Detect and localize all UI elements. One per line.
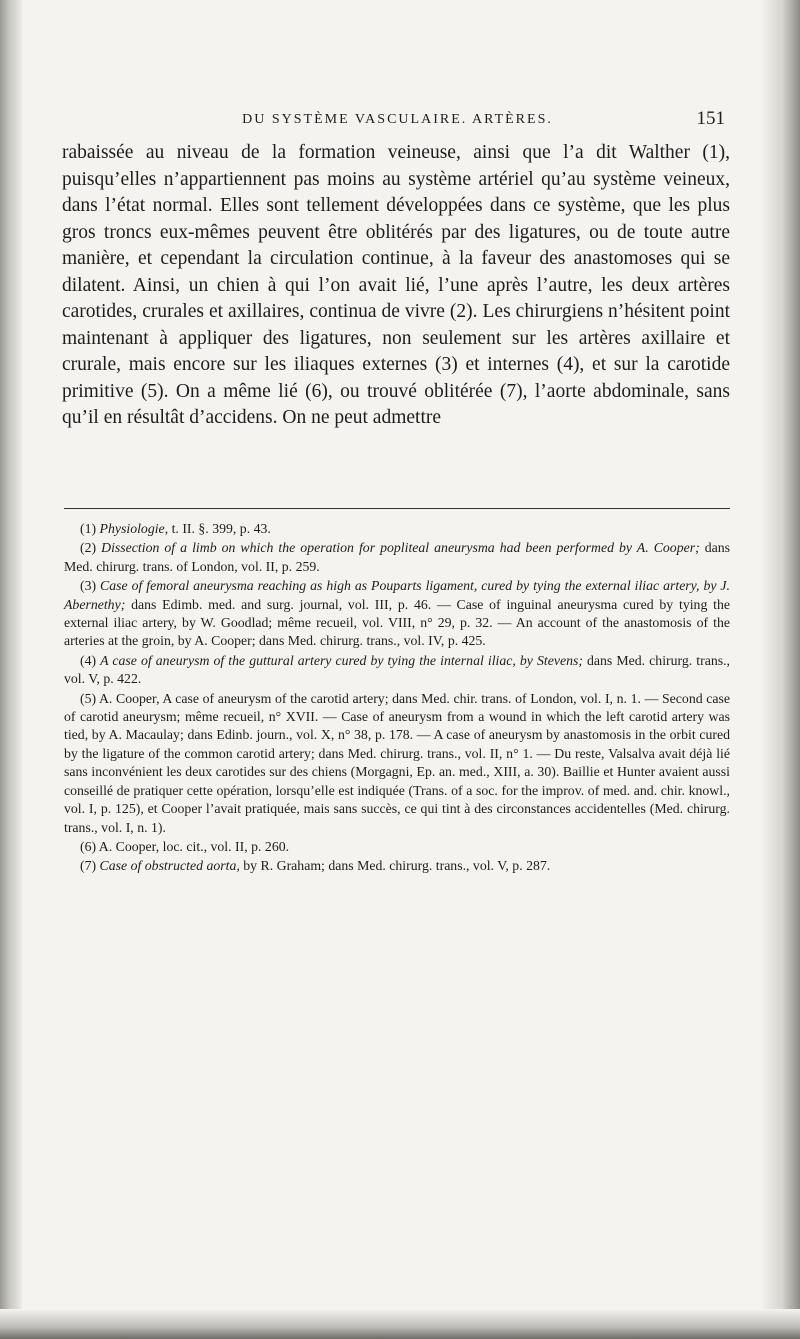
footnote-text: dans Med. chirurg. trans. of London, vol. II, p. 259. [64,540,730,574]
page-edge-bottom [0,1309,800,1339]
footnote-title: Physiologie [99,521,165,536]
footnote-rule [64,508,730,509]
footnote-title: A case of aneurysm of the guttural artery cured by tying the internal iliac, by Stevens; [100,652,583,668]
footnote-number: (3) [80,578,97,594]
footnote-3 [64,577,730,651]
footnote-number: (4) [80,652,97,668]
footnote-title: Dissection of a limb on which the operation for popliteal aneurysma had been performed by A. Cooper; [101,540,700,556]
footnote-text: dans Edimb. med. and surg. journal, vol. III, p. 46. — Case of inguinal aneurysma cured by tying the external iliac artery, by W. Goodlad; même recueil, vol. VIII, n° 29, p. 32. — An account of the anastomosis of the arteries at the groin, by A. Cooper; dans Med. chirurg. trans., vol. IV, p. 425. [64,596,730,649]
footnote-1 [64,520,730,538]
footnote-title: Case of obstructed aorta, [99,858,240,874]
binding-shadow [0,0,22,1339]
footnote-6 [64,838,730,856]
footnote-text: A. Cooper, A case of aneurysm of the carotid artery; dans Med. chir. trans. of London, vol. I, n. 1. — Second case of carotid aneurysm; même recueil, n° XVII. — Case of aneurysm from a wound in which the left carotid artery was tied, by A. Macaulay; dans Edinb. journ., vol. X, n° 38, p. 178. — A case of aneurysm by anastomosis in the orbit cured by the ligature of the common carotid artery; dans Med. chirurg. trans., vol. II, n° 1. — Du reste, Valsalva avait déjà lié sans inconvénient les deux carotides sur des chiens (Morgagni, Ep. an. med., XIII, a. 30). Baillie et Hunter avaient aussi conseillé de pratiquer cette opération, lorsqu’elle est indiquée (Trans. of a soc. for the improv. of med. and. chir. knowl., vol. I, p. 125), et Cooper l’avait pratiquée, mais sans succès, ce qui tint à des circonstances accidentelles (Med. chirurg. trans., vol. I, n. 1). [64,690,730,835]
running-head: DU SYSTÈME VASCULAIRE. ARTÈRES. [242,112,553,127]
footnote-text: , t. II. §. 399, p. 43. [164,521,271,536]
page-header [70,108,725,132]
footnote-number: (6) [80,838,97,854]
footnote-text: A. Cooper, loc. cit., vol. II, p. 260. [98,838,290,854]
footnote-text: dans Med. chirurg. trans., vol. V, p. 422. [64,652,730,687]
footnote-number: (2) [80,540,97,556]
footnote-text: by R. Graham; dans Med. chirurg. trans., vol. V, p. 287. [239,858,551,874]
footnote-number: (7) [80,858,97,874]
page-number: 151 [696,108,725,129]
page-edge-right [760,0,800,1339]
footnote-title: Case of femoral aneurysma reaching as high as Pouparts ligament, cured by tying the external iliac artery, by J. Abernethy; [64,578,730,612]
main-paragraph: rabaissée au niveau de la formation veineuse, ainsi que l’a dit Walther (1), puisqu’elles n’appartiennent pas moins au système artériel qu’au système veineux, dans l’état normal. Elles sont tellement développées dans ce système, que les plus gros troncs eux-mêmes peuvent être oblitérés par des ligatures, ou de toute autre manière, et cependant la circulation continue, à la faveur des anastomoses qui se dilatent. Ainsi, un chien à qui l’on avait lié, l’une après l’autre, les deux artères carotides, crurales et axillaires, continua de vivre (2). Les chirurgiens n’hésitent point maintenant à appliquer des ligatures, non seulement sur les artères axillaire et crurale, mais encore sur les iliaques externes (3) et internes (4), et sur la carotide primitive (5). On a même lié (6), ou trouvé oblitérée (7), l’aorte abdominale, sans qu’il en résultât d’accidens. On ne peut admettre [62,142,730,428]
footnote-2 [64,539,730,576]
body-text [62,140,730,432]
footnote-4 [64,652,730,689]
footnote-7 [64,857,730,875]
footnote-number: (5) [80,690,97,706]
footnote-number: (1) [80,521,97,536]
footnotes [64,520,730,877]
footnote-5 [64,690,730,837]
